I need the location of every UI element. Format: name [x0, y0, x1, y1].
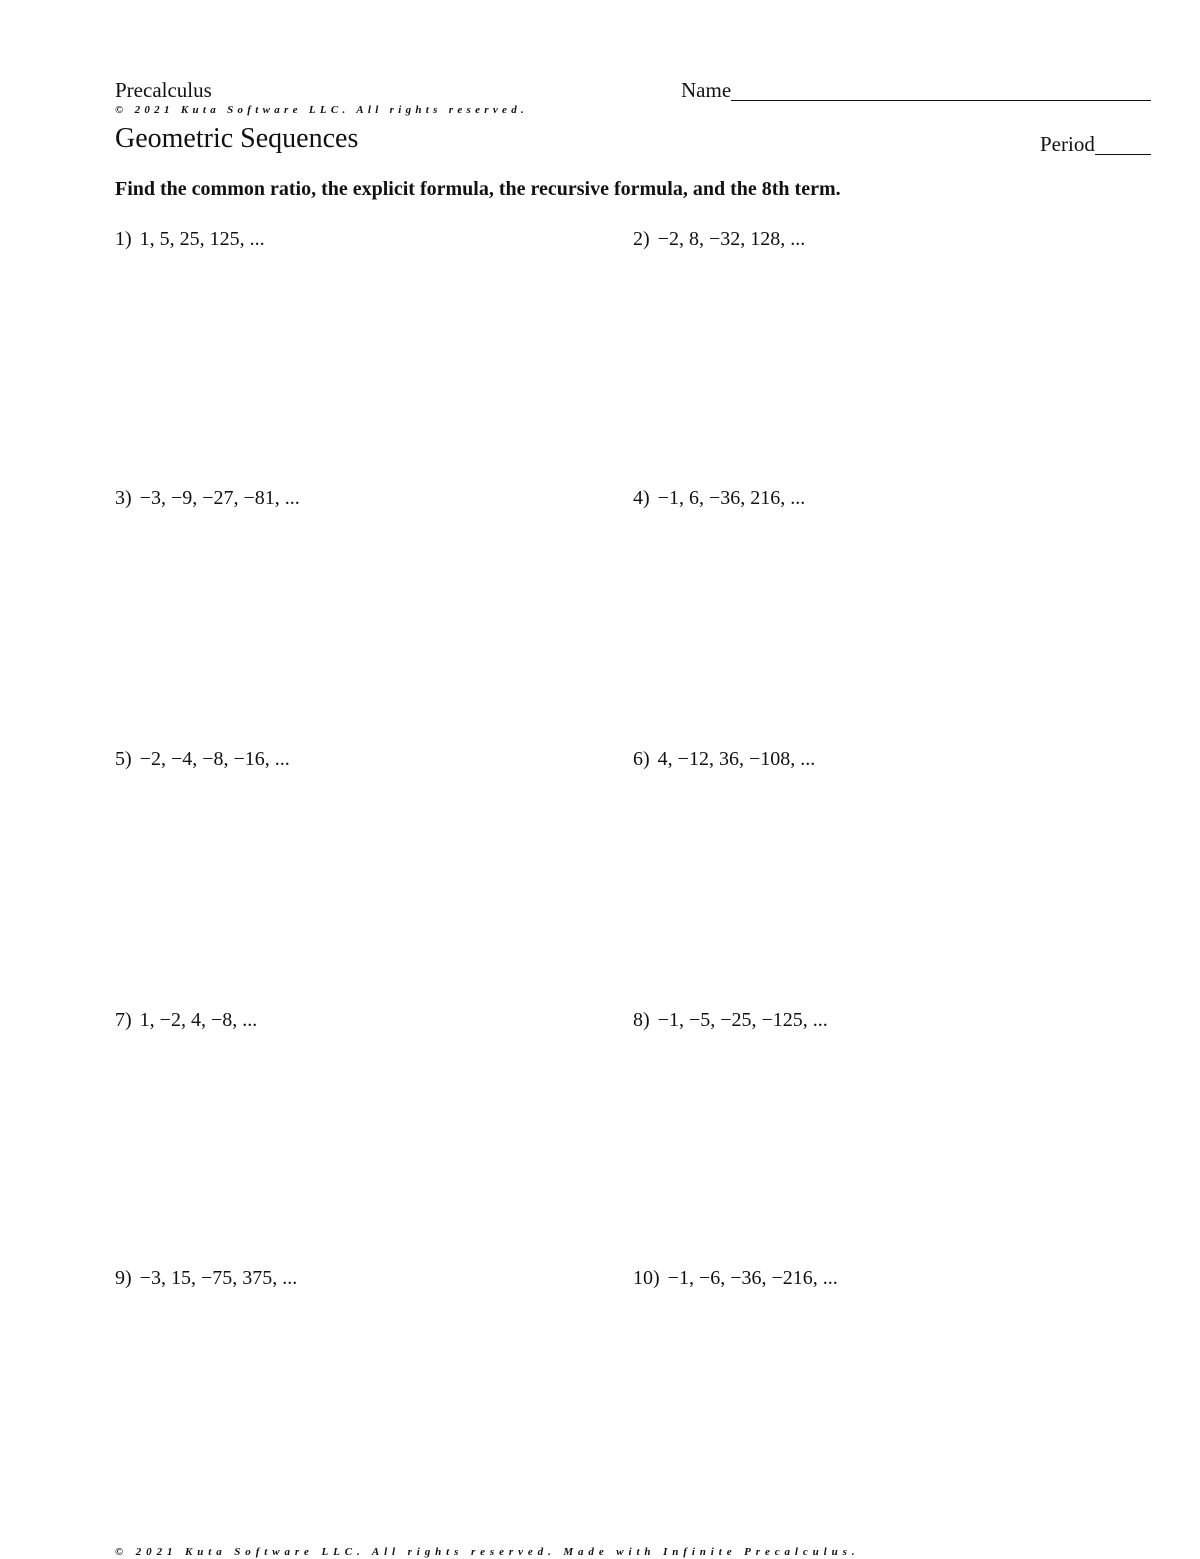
- problem-7: [115, 1008, 257, 1032]
- problem-number: 1): [115, 228, 132, 250]
- problem-number: 7): [115, 1009, 132, 1031]
- problem-sequence: −3, 15, −75, 375, ...: [139, 1267, 298, 1289]
- problem-9: [115, 1266, 297, 1290]
- problem-number: 9): [115, 1267, 132, 1289]
- problem-sequence: −1, −5, −25, −125, ...: [657, 1009, 828, 1031]
- instructions: Find the common ratio, the explicit formula, the recursive formula, and the 8th term.: [115, 178, 841, 200]
- course-name: Precalculus: [115, 78, 212, 102]
- problem-2: [633, 227, 805, 251]
- footer-copyright: © 2021 Kuta Software LLC. All rights reserved. Made with Infinite Precalculus.: [115, 1546, 860, 1558]
- name-blank-line[interactable]: [731, 78, 1151, 101]
- problem-4: [633, 486, 805, 510]
- name-label: Name: [681, 78, 732, 102]
- problem-number: 8): [633, 1009, 650, 1031]
- problem-number: 5): [115, 748, 132, 770]
- problem-sequence: −1, −6, −36, −216, ...: [667, 1267, 838, 1289]
- problem-10: [633, 1266, 838, 1290]
- copyright-notice: © 2021 Kuta Software LLC. All rights reserved.: [115, 104, 529, 116]
- problem-sequence: −2, −4, −8, −16, ...: [139, 748, 290, 770]
- problem-5: [115, 747, 290, 771]
- problem-sequence: −1, 6, −36, 216, ...: [657, 487, 806, 509]
- problem-sequence: 1, −2, 4, −8, ...: [139, 1009, 258, 1031]
- name-field[interactable]: [681, 78, 1151, 104]
- problem-8: [633, 1008, 828, 1032]
- problem-number: 10): [633, 1267, 660, 1289]
- problem-number: 2): [633, 228, 650, 250]
- problem-6: [633, 747, 815, 771]
- period-label: Period: [1040, 132, 1095, 156]
- worksheet-title: Geometric Sequences: [115, 123, 359, 154]
- problem-3: [115, 486, 300, 510]
- problem-number: 4): [633, 487, 650, 509]
- problem-sequence: −3, −9, −27, −81, ...: [139, 487, 300, 509]
- problem-sequence: −2, 8, −32, 128, ...: [657, 228, 806, 250]
- problem-sequence: 1, 5, 25, 125, ...: [139, 228, 265, 250]
- period-field[interactable]: [1040, 132, 1151, 156]
- problem-1: [115, 227, 265, 251]
- period-blank-line[interactable]: [1095, 132, 1151, 155]
- problem-sequence: 4, −12, 36, −108, ...: [657, 748, 816, 770]
- problem-number: 3): [115, 487, 132, 509]
- problem-number: 6): [633, 748, 650, 770]
